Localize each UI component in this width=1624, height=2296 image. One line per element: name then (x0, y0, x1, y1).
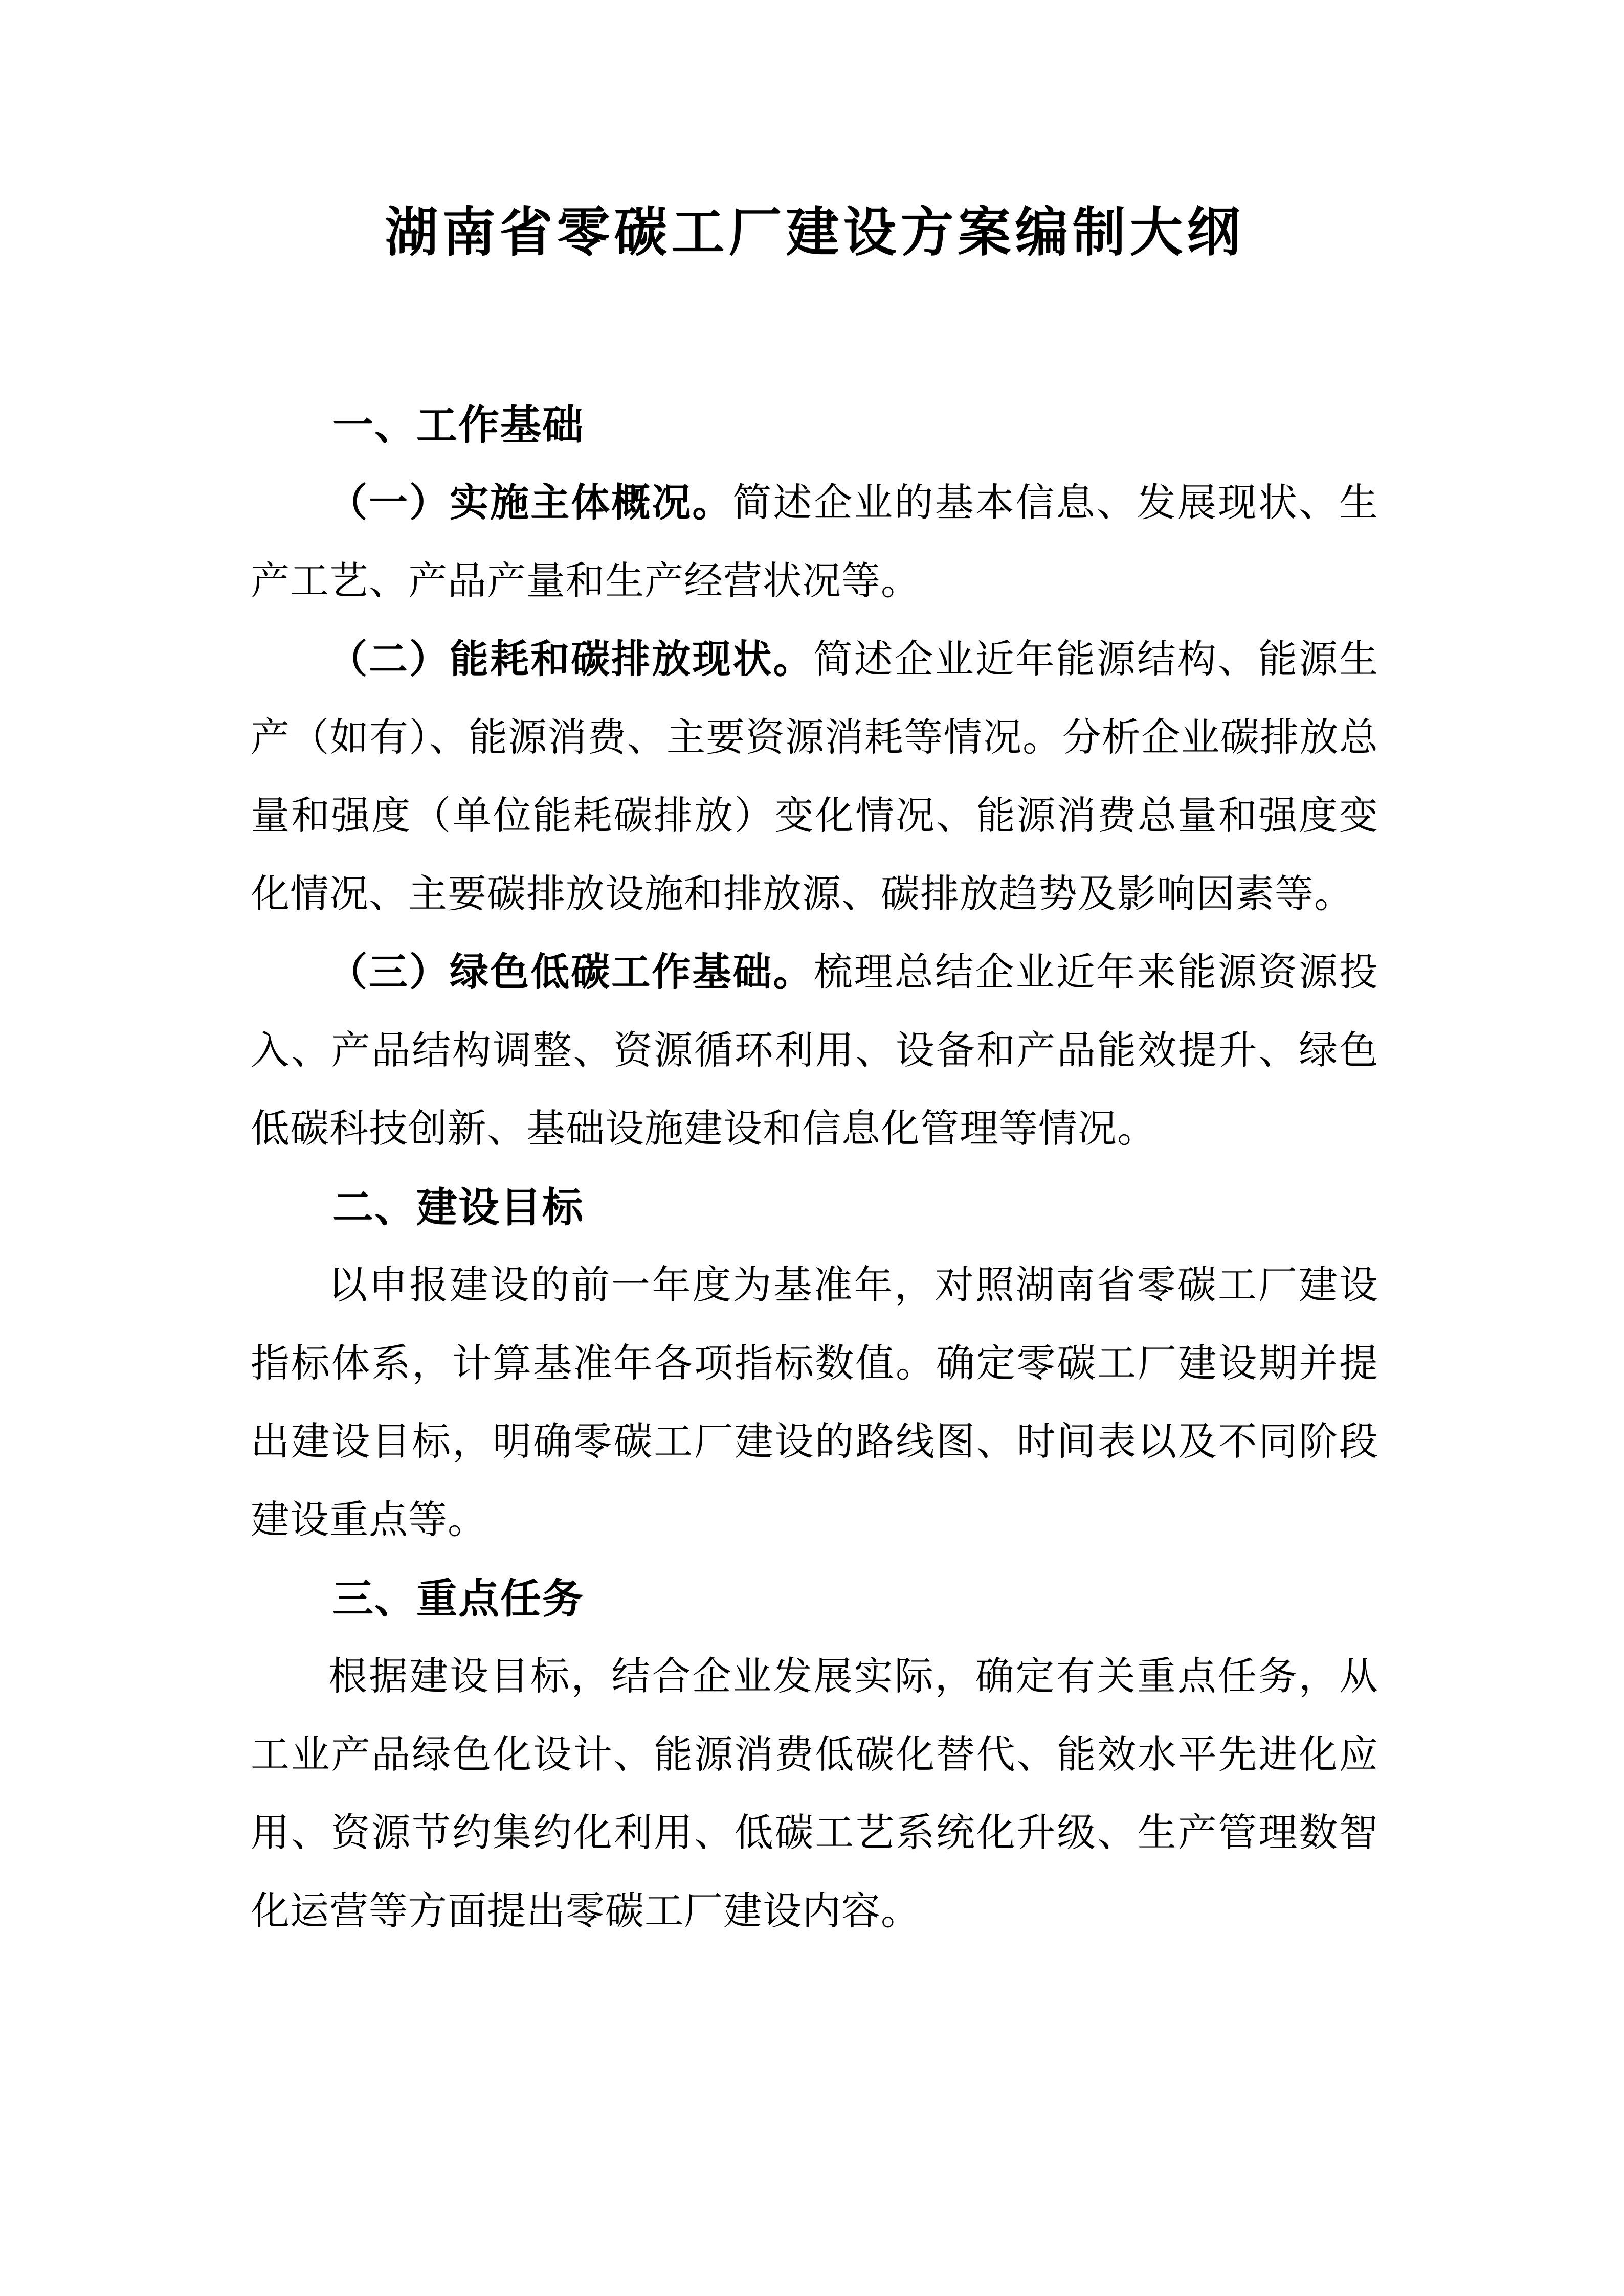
paragraph-text: 梳理总结企业近年来能源资源投入、产品结构调整、资源循环利用、设备和产品能效提升、绿色低碳科技创新、基础设施建设和信息化管理等情况。 (251, 951, 1379, 1151)
paragraph-lead: （三）绿色低碳工作基础。 (328, 951, 814, 994)
paragraph-text: 简述企业近年能源结构、能源生产（如有）、能源消费、主要资源消耗等情况。分析企业碳排放总量和强度（单位能耗碳排放）变化情况、能源消费总量和强度变化情况、主要碳排放设施和排放源、碳排放趋势及影响因素等。 (251, 638, 1379, 916)
paragraph-lead: （一）实施主体概况。 (328, 482, 733, 525)
paragraph-text: 简述企业的基本信息、发展现状、生产工艺、产品产量和生产经营状况等。 (251, 482, 1379, 603)
section-heading-key-tasks: 三、重点任务 (332, 1576, 584, 1622)
section-heading-work-foundation: 一、工作基础 (332, 402, 584, 448)
paragraph-energy-carbon-status (251, 621, 1378, 934)
paragraph-construction-goals (251, 1247, 1378, 1560)
paragraph-key-tasks (251, 1638, 1378, 1951)
document-title: 湖南省零碳工厂建设方案编制大纲 (385, 203, 1244, 262)
paragraph-implementation-overview (251, 464, 1378, 621)
paragraph-text: 根据建设目标，结合企业发展实际，确定有关重点任务，从工业产品绿色化设计、能源消费低碳化替代、能效水平先进化应用、资源节约集约化利用、低碳工艺系统化升级、生产管理数智化运营等方面提出零碳工厂建设内容。 (251, 1655, 1378, 1933)
section-heading-construction-goals: 二、建设目标 (332, 1185, 584, 1230)
paragraph-text: 以申报建设的前一年度为基准年，对照湖南省零碳工厂建设指标体系，计算基准年各项指标数值。确定零碳工厂建设期并提出建设目标，明确零碳工厂建设的路线图、时间表以及不同阶段建设重点等。 (251, 1264, 1378, 1542)
paragraph-lead: （二）能耗和碳排放现状。 (328, 638, 814, 681)
paragraph-green-lowcarbon-foundation (251, 934, 1378, 1168)
